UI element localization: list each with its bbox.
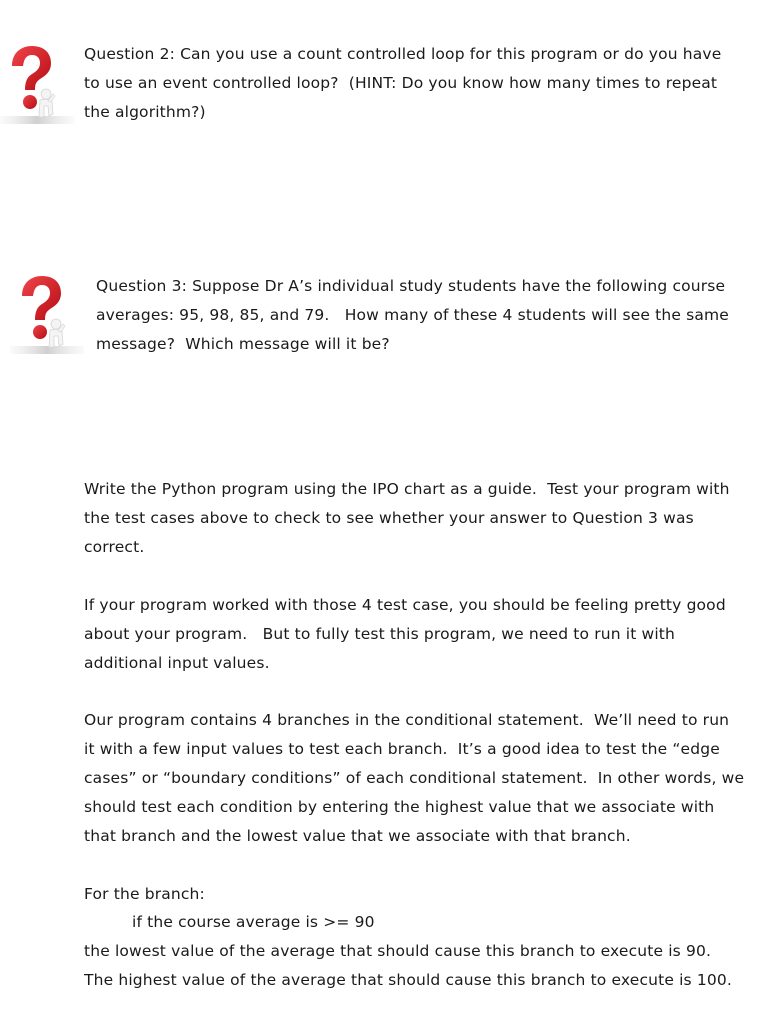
paragraph-write-line-1: Write the Python program using the IPO chart as a guide. Test your program with xyxy=(84,480,730,498)
paragraph-branches-line-5: that branch and the lowest value that we associate with that branch. xyxy=(84,827,631,845)
paragraph-worked-line-2: about your program. But to fully test this program, we need to run it with xyxy=(84,625,675,643)
paragraph-write-line-2: the test cases above to check to see whether your answer to Question 3 was xyxy=(84,509,694,527)
paragraph-branches-line-3: cases” or “boundary conditions” of each conditional statement. In other words, we xyxy=(84,769,745,787)
branch-example-line-1: the lowest value of the average that should cause this branch to execute is 90. xyxy=(84,942,712,960)
branch-intro: For the branch: xyxy=(84,885,205,903)
paragraph-branches-line-2: it with a few input values to test each branch. It’s a good idea to test the “edge xyxy=(84,740,720,758)
question-2-line-3: the algorithm?) xyxy=(84,103,206,121)
paragraph-worked-line-1: If your program worked with those 4 test case, you should be feeling pretty good xyxy=(84,596,726,614)
branch-example-line-2: The highest value of the average that should cause this branch to execute is 100. xyxy=(84,971,732,989)
question-mark-thinker-icon xyxy=(10,274,86,356)
question-2-line-2: to use an event controlled loop? (HINT: Do you know how many times to repeat xyxy=(84,74,718,92)
question-mark-thinker-icon xyxy=(0,44,76,126)
paragraph-branches-line-1: Our program contains 4 branches in the conditional statement. We’ll need to run xyxy=(84,711,730,729)
branch-condition: if the course average is >= 90 xyxy=(132,913,375,931)
question-2-line-1: Question 2: Can you use a count controlled loop for this program or do you have xyxy=(84,45,722,63)
question-3-line-2: averages: 95, 98, 85, and 79. How many of these 4 students will see the same xyxy=(96,306,729,324)
paragraph-branches-line-4: should test each condition by entering the highest value that we associate with xyxy=(84,798,715,816)
paragraph-write-line-3: correct. xyxy=(84,538,145,556)
question-3-line-3: message? Which message will it be? xyxy=(96,335,390,353)
paragraph-worked-line-3: additional input values. xyxy=(84,654,270,672)
question-3-line-1: Question 3: Suppose Dr A’s individual study students have the following course xyxy=(96,277,726,295)
